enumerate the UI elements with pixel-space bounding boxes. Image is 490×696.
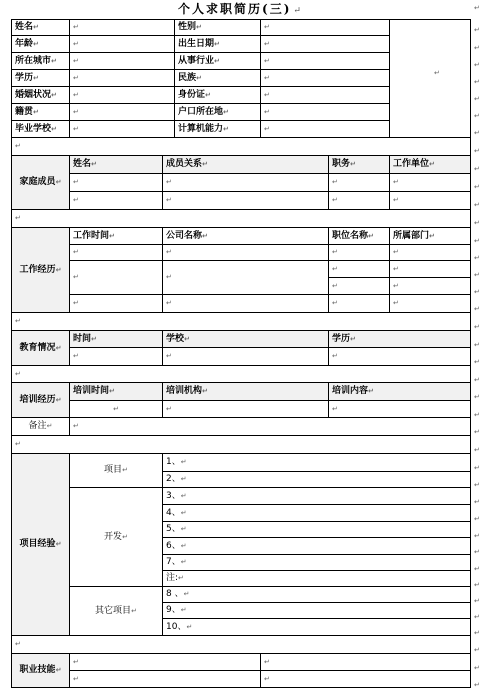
project-item[interactable]: 4、↵ [163,505,471,522]
family-header-employer: 工作单位↵ [390,156,471,174]
paragraph-mark: ↵ [474,681,480,689]
work-header-time: 工作时间↵ [70,228,163,245]
paragraph-mark: ↵ [474,565,480,573]
skills-label: 职业技能↵ [12,654,70,688]
paragraph-mark: ↵ [474,305,480,313]
field-value-birthdate[interactable] [261,36,390,53]
field-label-ethnicity: 民族↵ [175,70,261,87]
field-value-native-place[interactable] [70,104,175,121]
education-cell[interactable] [329,348,471,366]
field-value-computer[interactable] [261,121,390,138]
training-cell[interactable] [329,401,471,418]
field-value-id-card[interactable] [261,87,390,104]
work-cell[interactable] [390,278,471,295]
field-label-industry: 从事行业↵ [175,53,261,70]
training-cell[interactable] [163,401,329,418]
resume-table [11,19,471,688]
field-value-household[interactable] [261,104,390,121]
paragraph-mark: ↵ [474,532,480,540]
training-cell[interactable] [70,401,163,418]
education-header-degree: 学历↵ [329,331,471,348]
skills-cell[interactable] [261,671,471,688]
family-cell[interactable] [390,192,471,210]
project-group-dev: 开发↵ [70,488,163,587]
spacer-row [12,636,471,654]
paragraph-mark: ↵ [474,323,480,331]
education-header-time: 时间↵ [70,331,163,348]
paragraph-mark: ↵ [474,393,480,401]
paragraph-mark: ↵ [474,341,480,349]
training-header-time: 培训时间↵ [70,383,163,401]
paragraph-mark: ↵ [474,183,480,191]
paragraph-mark: ↵ [474,581,480,589]
training-header-institution: 培训机构↵ [163,383,329,401]
remarks-field[interactable] [70,418,471,436]
paragraph-mark: ↵ [474,515,480,523]
project-item[interactable]: 9、↵ [163,603,471,619]
skills-cell[interactable] [70,671,261,688]
spacer-row [12,210,471,228]
work-cell[interactable] [390,261,471,278]
family-cell[interactable] [163,192,329,210]
field-value-city[interactable] [70,53,175,70]
field-label-household: 户口所在地↵ [175,104,261,121]
paragraph-mark: ↵ [474,95,480,103]
family-header-name: 姓名↵ [70,156,163,174]
paragraph-mark: ↵ [474,481,480,489]
project-group-project: 项目↵ [70,454,163,488]
paragraph-mark: ↵ [474,61,480,69]
paragraph-mark: ↵ [474,44,480,52]
paragraph-mark: ↵ [474,271,480,279]
spacer-row [12,366,471,383]
paragraph-mark: ↵ [474,629,480,637]
project-item[interactable]: 1、↵ [163,454,471,472]
remarks-label: 备注↵ [12,418,70,436]
paragraph-mark: ↵ [474,548,480,556]
paragraph-mark: ↵ [474,428,480,436]
family-header-relation: 成员关系↵ [163,156,329,174]
field-label-education: 学历↵ [12,70,70,87]
work-header-company: 公司名称↵ [163,228,329,245]
work-cell[interactable] [329,278,390,295]
field-value-industry[interactable] [261,53,390,70]
paragraph-mark: ↵ [474,358,480,366]
projects-label: 项目经验↵ [12,454,70,636]
family-cell[interactable] [70,192,163,210]
field-value-school[interactable] [70,121,175,138]
field-value-marital[interactable] [70,87,175,104]
page-title: 个人求职简历(三) ↵ [178,2,303,16]
family-cell[interactable] [163,174,329,192]
work-cell[interactable] [163,261,329,295]
work-cell[interactable] [329,295,390,313]
paragraph-mark: ↵ [474,498,480,506]
project-item[interactable]: 3、↵ [163,488,471,505]
paragraph-mark: ↵ [474,597,480,605]
paragraph-mark: ↵ [474,288,480,296]
paragraph-mark: ↵ [474,165,480,173]
field-value-ethnicity[interactable] [261,70,390,87]
work-cell[interactable] [163,295,329,313]
family-cell[interactable] [329,174,390,192]
spacer-row [12,313,471,331]
paragraph-mark: ↵ [474,201,480,209]
work-header-title: 职位名称↵ [329,228,390,245]
paragraph-mark: ↵ [474,129,480,137]
work-label: 工作经历↵ [12,228,70,313]
field-value-name[interactable] [70,20,175,36]
project-item[interactable]: 6、↵ [163,538,471,555]
field-value-age[interactable] [70,36,175,53]
paragraph-mark: ↵ [474,219,480,227]
training-label: 培训经历↵ [12,383,70,418]
education-cell[interactable] [70,348,163,366]
project-item[interactable]: 2、↵ [163,472,471,488]
field-value-education[interactable] [70,70,175,87]
spacer-row [12,436,471,454]
work-cell[interactable] [329,261,390,278]
project-item[interactable]: 8 、↵ [163,587,471,603]
skills-cell[interactable] [70,654,261,671]
field-label-native-place: 籍贯↵ [12,104,70,121]
field-label-city: 所在城市↵ [12,53,70,70]
paragraph-mark: ↵ [474,664,480,672]
work-cell[interactable] [70,245,163,261]
work-cell[interactable] [70,295,163,313]
spacer-row [12,138,471,156]
family-cell[interactable] [390,174,471,192]
paragraph-mark: ↵ [474,376,480,384]
paragraph-mark: ↵ [474,112,480,120]
paragraph-mark: ↵ [474,254,480,262]
photo-box[interactable] [390,20,471,138]
field-label-age: 年龄↵ [12,36,70,53]
project-group-other: 其它项目↵ [70,587,163,636]
project-note[interactable]: 注:↵ [163,571,471,587]
field-label-gender: 性别↵ [175,20,261,36]
skills-cell[interactable] [261,654,471,671]
work-cell[interactable] [390,245,471,261]
project-item[interactable]: 5、↵ [163,522,471,538]
field-label-school: 毕业学校↵ [12,121,70,138]
field-value-gender[interactable] [261,20,390,36]
work-header-department: 所属部门↵ [390,228,471,245]
paragraph-mark: ↵ [474,147,480,155]
field-label-name: 姓名↵ [12,20,70,36]
paragraph-mark: ↵ [474,237,480,245]
education-header-school: 学校↵ [163,331,329,348]
field-label-marital: 婚姻状况↵ [12,87,70,104]
education-cell[interactable] [163,348,329,366]
work-cell[interactable] [329,245,390,261]
paragraph-mark: ↵ [474,411,480,419]
education-label: 教育情况↵ [12,331,70,366]
work-cell[interactable] [163,245,329,261]
paragraph-mark: ↵ [474,78,480,86]
work-cell[interactable] [390,295,471,313]
family-cell[interactable] [329,192,390,210]
paragraph-mark: ↵ [474,26,480,34]
field-label-computer: 计算机能力↵ [175,121,261,138]
paragraph-mark: ↵ [474,4,480,12]
project-item[interactable]: 7、↵ [163,555,471,571]
paragraph-mark: ↵ [474,646,480,654]
training-header-content: 培训内容↵ [329,383,471,401]
field-label-id-card: 身份证↵ [175,87,261,104]
work-cell[interactable] [70,261,163,295]
family-header-position: 职务↵ [329,156,390,174]
paragraph-mark: ↵ [474,446,480,454]
family-cell[interactable] [70,174,163,192]
family-label: 家庭成员↵ [12,156,70,210]
field-label-birthdate: 出生日期↵ [175,36,261,53]
paragraph-mark: ↵ [474,613,480,621]
paragraph-mark: ↵ [474,464,480,472]
project-item[interactable]: 10、↵ [163,619,471,636]
